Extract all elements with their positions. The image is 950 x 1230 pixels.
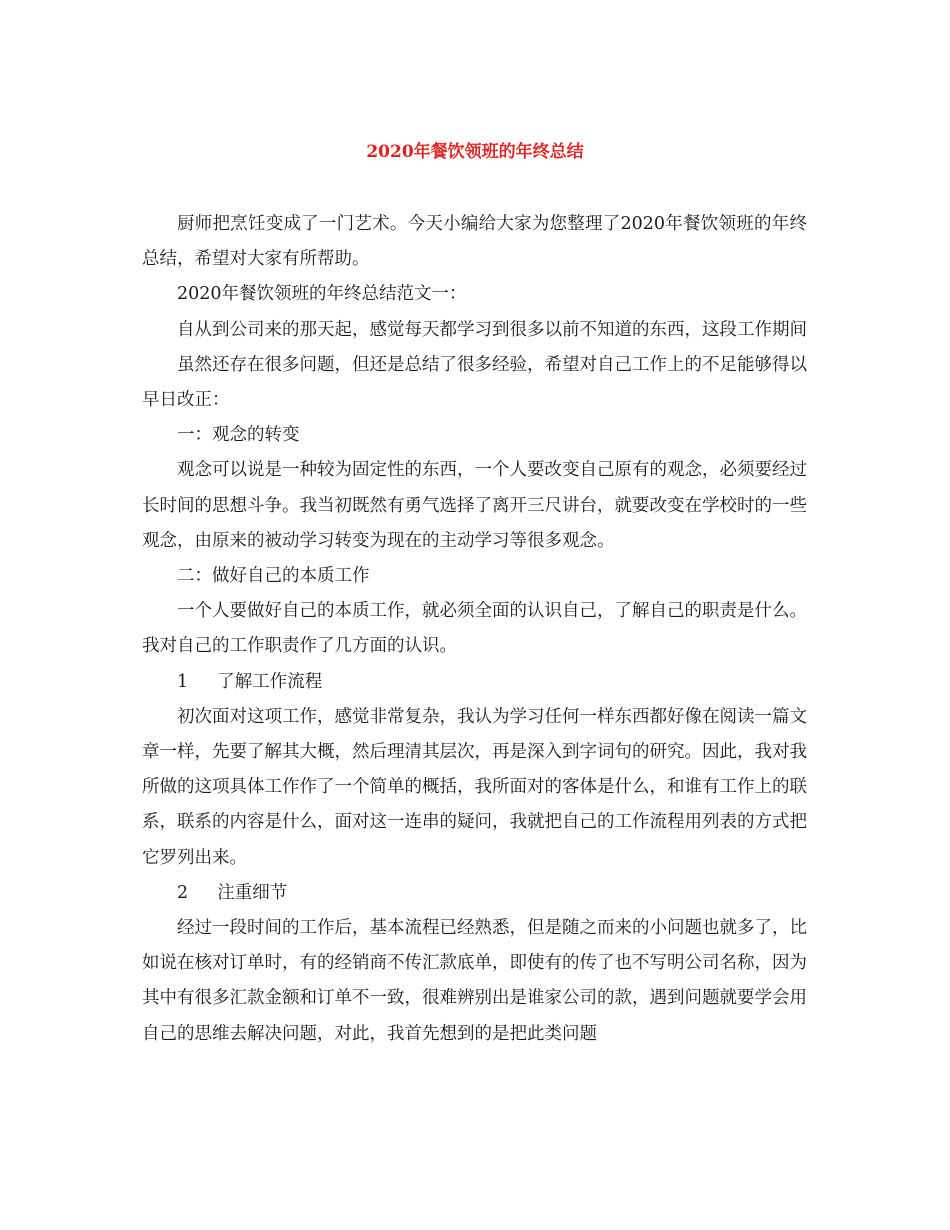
list-item-label: 注重细节	[217, 882, 288, 903]
paragraph-mindset: 观念可以说是一种较为固定性的东西，一个人要改变自己原有的观念，必须要经过长时间的思想斗争。我当初既然有勇气选择了离开三尺讲台，就要改变在学校时的一些观念，由原来的被动学习转变为现在的主动学习等很多观念。	[142, 460, 807, 551]
list-item-number: 1	[177, 671, 189, 692]
section-heading-mindset: 一：观念的转变	[177, 425, 300, 446]
list-item-number: 2	[177, 882, 189, 903]
paragraph-since-joining: 自从到公司来的那天起，感觉每天都学习到很多以前不知道的东西，这段工作期间	[177, 319, 807, 340]
document-title: 2020年餐饮领班的年终总结	[366, 142, 584, 162]
paragraph-work: 一个人要做好自己的本质工作，就必须全面的认识自己，了解自己的职责是什么。我对自己的工作职责作了几方面的认识。	[142, 601, 807, 657]
list-item-label: 了解工作流程	[217, 671, 323, 692]
paragraph-details: 经过一段时间的工作后，基本流程已经熟悉，但是随之而来的小问题也就多了，比如说在核对订单时，有的经销商不传汇款底单，即使有的传了也不写明公司名称，因为其中有很多汇款金额和订单不一致，很难辨别出是谁家公司的款，遇到问题就要学会用自己的思维去解决问题，对此，我首先想到的是把此类问题	[142, 918, 807, 1044]
paragraph-problems: 虽然还存在很多问题，但还是总结了很多经验，希望对自己工作上的不足能够得以早日改正：	[142, 354, 807, 411]
list-item-workflow	[142, 665, 807, 700]
document-body	[142, 207, 807, 1052]
paragraph-intro: 厨师把烹饪变成了一门艺术。今天小编给大家为您整理了2020年餐饮领班的年终总结，希望对大家有所帮助。	[142, 214, 807, 270]
section-heading-work: 二：做好自己的本质工作	[177, 566, 370, 587]
paragraph-workflow: 初次面对这项工作，感觉非常复杂，我认为学习任何一样东西都好像在阅读一篇文章一样，先要了解其大概，然后理清其层次，再是深入到字词句的研究。因此，我对我所做的这项具体工作作了一个简单的概括，我所面对的客体是什么，和谁有工作上的联系，联系的内容是什么，面对这一连串的疑问，我就把自己的工作流程用列表的方式把它罗列出来。	[142, 706, 807, 868]
list-item-details	[142, 876, 807, 911]
paragraph-sample-heading: 2020年餐饮领班的年终总结范文一：	[177, 284, 467, 305]
